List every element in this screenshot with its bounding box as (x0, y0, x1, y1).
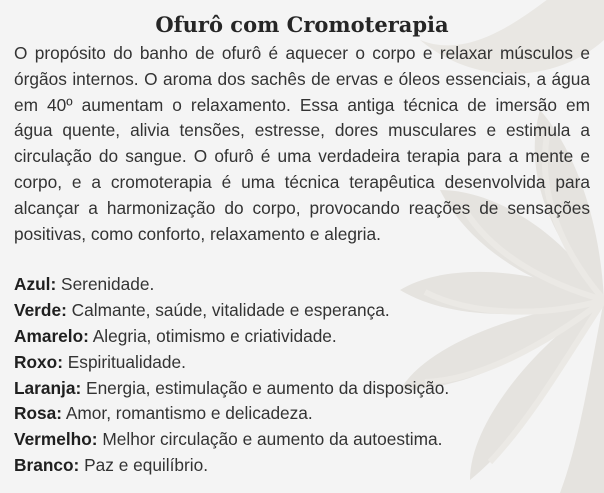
color-name: Roxo: (14, 351, 63, 372)
intro-paragraph: O propósito do banho de ofurô é aquecer o corpo e relaxar músculos e órgãos internos. O aroma dos sachês de ervas e óleos essenciais, a água em 40º aumentam o relaxamento. Essa antiga técnica de imersão em água quente, alivia tensões, estresse, dores musculares e estimula a circulação do sangue. O ofurô é uma verdadeira terapia para a mente e corpo, e a cromoterapia é uma técnica terapêutica desenvolvida para alcançar a harmonização do corpo, provocando reações de sensações positivas, como conforto, relaxamento e alegria. (14, 43, 590, 244)
page-title: Ofurô com Cromoterapia (155, 12, 449, 37)
color-name: Vermelho: (14, 429, 98, 450)
color-name: Laranja: (14, 377, 82, 398)
list-item (14, 350, 590, 376)
list-item (14, 376, 590, 402)
color-meaning: Energia, estimulação e aumento da disposição. (86, 377, 450, 398)
color-name: Branco: (14, 454, 80, 475)
color-meaning: Alegria, otimismo e criatividade. (92, 325, 337, 346)
color-meanings-list (14, 272, 590, 478)
color-meaning: Paz e equilíbrio. (84, 454, 209, 475)
color-name: Rosa: (14, 403, 63, 424)
color-meaning: Serenidade. (61, 274, 155, 295)
list-item (14, 272, 590, 298)
list-item (14, 427, 590, 453)
color-meaning: Calmante, saúde, vitalidade e esperança. (71, 300, 390, 321)
list-item (14, 324, 590, 350)
color-name: Verde: (14, 300, 67, 321)
list-item (14, 298, 590, 324)
color-meaning: Espiritualidade. (67, 351, 186, 372)
color-meaning: Melhor circulação e aumento da autoestima. (102, 429, 443, 450)
list-item (14, 453, 590, 479)
color-meaning: Amor, romantismo e delicadeza. (65, 403, 313, 424)
color-name: Amarelo: (14, 325, 89, 346)
color-name: Azul: (14, 274, 57, 295)
list-item (14, 401, 590, 427)
